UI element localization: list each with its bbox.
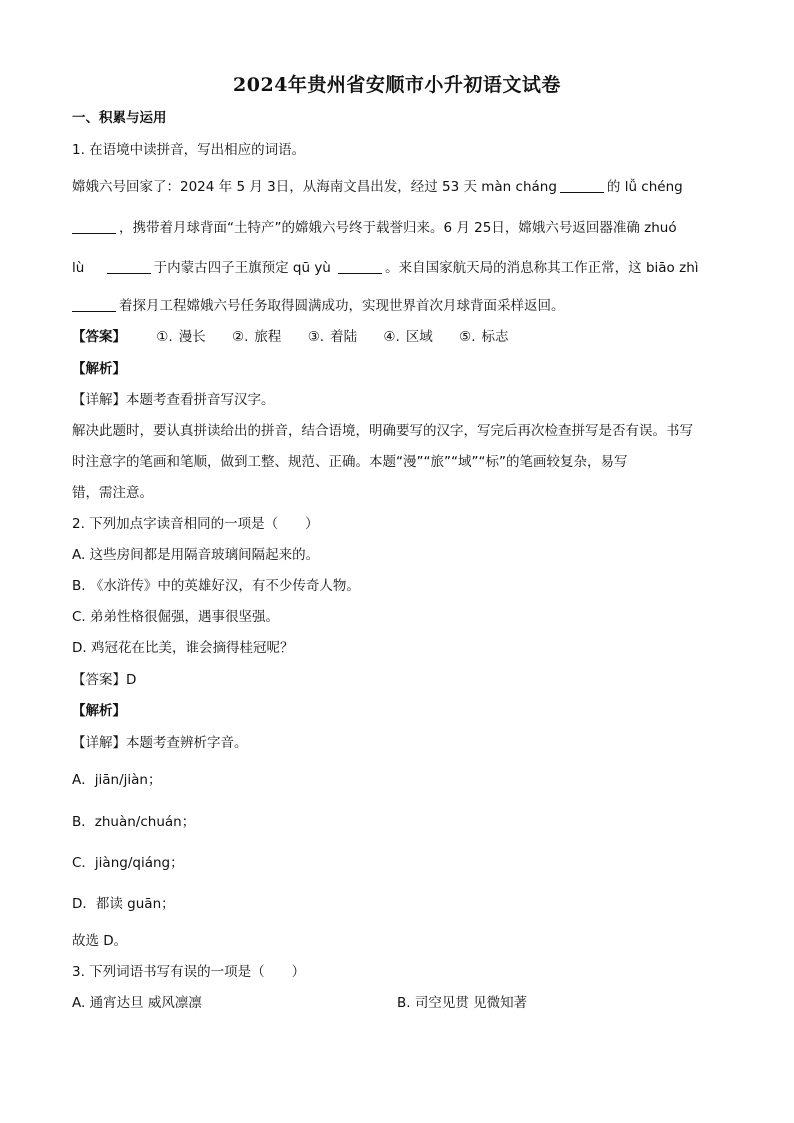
question-2-pinyin-b: B．zhuàn/chuán； (72, 814, 196, 830)
question-3-option-b: B. 司空见贯 见微知著 (397, 995, 528, 1011)
question-2-answer: 【答案】D (72, 672, 137, 688)
answer-blank (338, 259, 382, 274)
answer-item: ①. 漫长 (156, 329, 206, 345)
question-1-explanation-2: 时注意字的笔画和笔顺，做到工整、规范、正确。本题“漫”“旅”“域”“标”的笔画较复杂，易写 (72, 454, 628, 470)
question-2-detail: 【详解】本题考查辨析字音。 (72, 735, 248, 751)
question-1-stem: 1. 在语境中读拼音，写出相应的词语。 (72, 142, 306, 158)
question-2-option-c: C. 弟弟性格很倔强，遇事很坚强。 (72, 609, 280, 625)
question-2-option-a: A. 这些房间都是用隔音玻璃间隔起来的。 (72, 547, 320, 563)
answer-item: ⑤. 标志 (459, 329, 509, 345)
question-2-pinyin-d: D．都读 guān； (72, 896, 175, 912)
question-2-stem: 2. 下列加点字读音相同的一项是（ ） (72, 516, 319, 532)
question-2-option-d: D. 鸡冠花在比美，谁会摘得桂冠呢？ (72, 640, 294, 656)
page-title: 2024年贵州省安顺市小升初语文试卷 (233, 74, 561, 96)
question-1-line-1: 嫦娥六号回家了：2024 年 5 月 3日，从海南文昌出发，经过 53 天 màn cháng 的 lǚ chéng (72, 179, 683, 195)
question-3-stem: 3. 下列词语书写有误的一项是（ ） (72, 964, 306, 980)
answer-blank (107, 259, 151, 274)
answer-item: ④. 区域 (383, 329, 433, 345)
answer-item: ②. 旅程 (232, 329, 282, 345)
question-1-detail: 【详解】本题考查看拼音写汉字。 (72, 392, 275, 408)
question-1-analysis-label: 【解析】 (72, 361, 126, 377)
question-2-option-b: B. 《水浒传》中的英雄好汉，有不少传奇人物。 (72, 578, 360, 594)
answer-blank (560, 178, 604, 193)
question-2-pinyin-c: C．jiàng/qiáng； (72, 855, 184, 871)
question-1-answer: 【答案】 ①. 漫长 ②. 旅程 ③. 着陆 ④. 区域 ⑤. 标志 (72, 329, 509, 345)
question-2-pinyin-a: A．jiān/jiàn； (72, 772, 162, 788)
question-3-option-a: A. 通宵达旦 威风凛凛 (72, 995, 202, 1011)
question-2-analysis-label: 【解析】 (72, 703, 126, 719)
question-2-conclusion: 故选 D。 (72, 933, 128, 949)
answer-blank (72, 219, 116, 234)
question-1-line-2: ，携带着月球背面“土特产”的嫦娥六号终于载誉归来。6 月 25日，嫦娥六号返回器准确 zhuó (72, 218, 677, 238)
answer-blank (72, 297, 116, 312)
section-heading: 一、积累与运用 (72, 110, 167, 126)
question-1-explanation-1: 解决此题时，要认真拼读给出的拼音，结合语境，明确要写的汉字，写完后再次检查拼写是否有误。书写 (72, 423, 693, 439)
answer-item: ③. 着陆 (307, 329, 358, 345)
question-1-line-4: 着探月工程嫦娥六号任务取得圆满成功，实现世界首次月球背面采样返回。 (72, 296, 565, 316)
question-1-explanation-3: 错，需注意。 (72, 485, 153, 501)
question-1-line-3: lù 于内蒙古四子王旗预定 qū yù 。来自国家航天局的消息称其工作正常，这 biāo zhì (72, 260, 699, 276)
